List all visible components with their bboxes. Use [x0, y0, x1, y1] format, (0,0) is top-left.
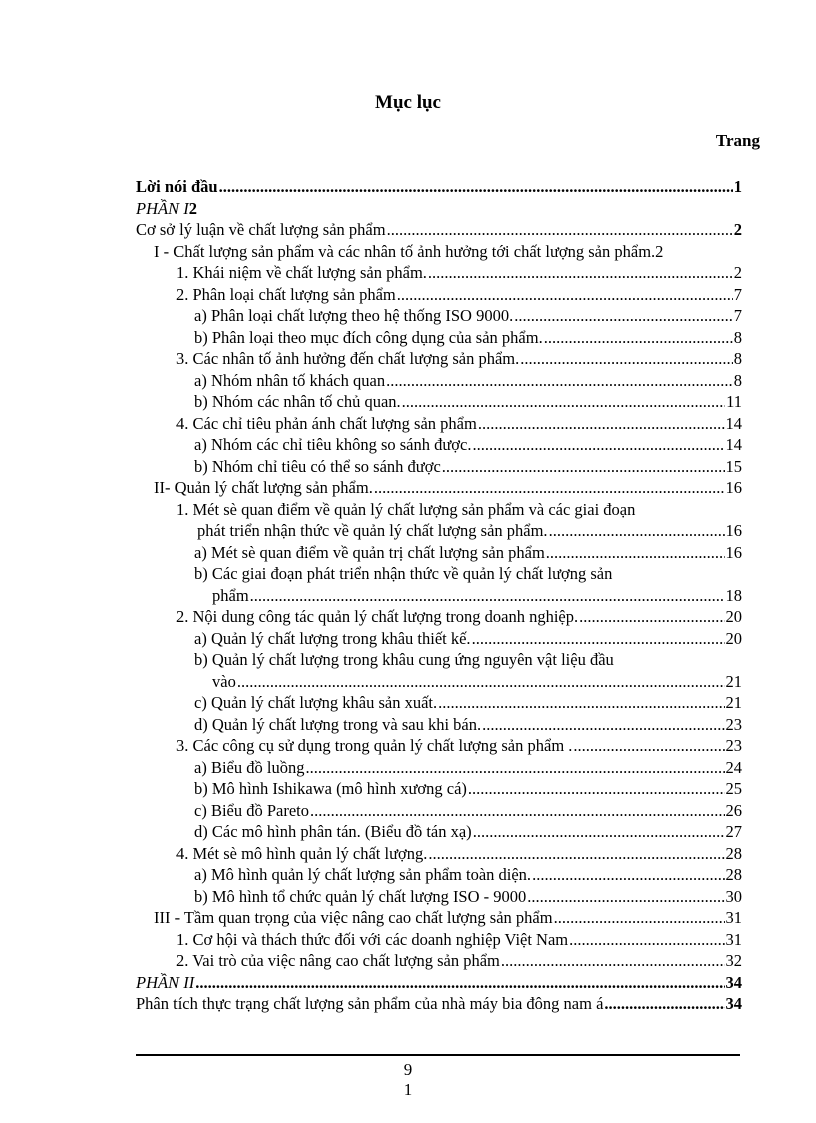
toc-entry-title: vào: [212, 671, 236, 691]
toc-page-number: 30: [725, 886, 742, 906]
toc-leader-dots: [546, 543, 725, 563]
toc-entry: [136, 691, 742, 713]
toc-entry-title: a) Nhóm các chỉ tiêu không so sánh được.: [194, 435, 472, 454]
footer-page-number-secondary: 1: [403, 1080, 413, 1099]
toc-entry: [136, 756, 742, 778]
toc-entry-title: b) Nhóm chỉ tiêu có thể so sánh được: [194, 456, 441, 476]
toc-entry-title: a) Phân loại chất lượng theo hệ thống ISO 9000.: [194, 306, 514, 325]
toc-page-number: 8: [733, 370, 742, 390]
toc-leader-dots: [473, 822, 725, 842]
toc-entry: [136, 541, 742, 563]
toc-entry-title: a) Mét sè quan điểm về quản trị chất lượng sản phẩm: [194, 542, 545, 562]
toc-entry: [136, 734, 742, 756]
toc-leader-dots: [195, 973, 724, 993]
toc-entry: [136, 842, 742, 864]
toc-entry: [136, 455, 742, 477]
toc-leader-dots: [305, 758, 724, 778]
toc-leader-dots: [579, 607, 724, 627]
toc-entry-title: phẩm: [212, 585, 249, 605]
footer-page-number: 9: [403, 1060, 413, 1079]
toc-leader-dots: [549, 521, 725, 541]
toc-page-number: 16: [725, 521, 742, 540]
toc-leader-dots: [250, 586, 725, 606]
toc-entry: [136, 283, 742, 305]
toc-entry: [136, 627, 742, 649]
toc-entry-title: b) Phân loại theo mục đích công dụng của sản phẩm.: [194, 327, 543, 347]
toc-page-number: 7: [733, 306, 742, 325]
toc-entry: [136, 476, 742, 498]
toc-page-number: 8: [733, 327, 742, 347]
toc-leader-dots: [569, 930, 724, 950]
toc-leader-dots: [438, 693, 724, 713]
toc-leader-dots: [397, 285, 733, 305]
toc-entry-title: 1. Khái niệm về chất lượng sản phẩm.: [176, 263, 427, 282]
toc-entry-title: Cơ sở lý luận về chất lượng sản phẩm: [136, 220, 386, 239]
toc-entry: [136, 390, 742, 412]
toc-leader-dots: [554, 908, 725, 928]
toc-entry-title: a) Biểu đồ luồng: [194, 757, 305, 777]
toc-page-number: 2: [733, 220, 742, 239]
toc-entry-title: a) Mô hình quản lý chất lượng sản phẩm toàn diện.: [194, 865, 532, 884]
page-column-header: Trang: [715, 131, 760, 150]
toc-leader-dots: [604, 994, 724, 1014]
toc-leader-dots: [386, 371, 733, 391]
toc-entry: [136, 605, 742, 627]
toc-page-number: 25: [725, 779, 742, 798]
toc-page-number: 23: [725, 714, 742, 734]
toc-leader-dots: [468, 779, 725, 799]
toc-page-number: 21: [725, 693, 742, 712]
toc-page-number: 8: [733, 349, 742, 368]
footer-divider: [136, 1054, 740, 1056]
toc-leader-dots: [520, 349, 732, 369]
toc-page-number: 1: [733, 177, 742, 196]
toc-leader-dots: [402, 392, 725, 412]
toc-entry: [136, 928, 742, 950]
toc-entry: [136, 949, 742, 971]
toc-leader-dots: [544, 328, 733, 348]
toc-entry-title: b) Nhóm các nhân tố chủ quan.: [194, 392, 401, 411]
toc-page-number: 16: [725, 478, 742, 497]
toc-page-number: 21: [725, 671, 742, 691]
toc-entry: [136, 261, 742, 283]
toc-page-number: 15: [725, 456, 742, 476]
toc-entry: [136, 713, 742, 735]
toc-entry-title: Phân tích thực trạng chất lượng sản phẩm của nhà máy bia đông nam á: [136, 994, 604, 1013]
toc-page-number: 31: [725, 929, 742, 949]
toc-page-number: 2: [655, 241, 664, 261]
toc-entry: [136, 971, 742, 993]
toc-leader-dots: [482, 715, 724, 735]
toc-entry-title: b) Mô hình Ishikawa (mô hình xương cá): [194, 779, 467, 798]
toc-entry: [136, 799, 742, 821]
toc-entry-title: a) Nhóm nhân tố khách quan: [194, 370, 386, 390]
toc-entry-title: PHẦN I: [136, 198, 189, 218]
toc-entry-title: 2. Vai trò của việc nâng cao chất lượng sản phẩm: [176, 951, 500, 970]
toc-leader-dots: [478, 414, 725, 434]
toc-entry: [136, 648, 742, 670]
toc-page-number: 34: [725, 972, 742, 992]
toc-entry-title: b) Mô hình tổ chức quản lý chất lượng ISO - 9000: [194, 886, 527, 906]
toc-entry: [136, 326, 742, 348]
toc-leader-dots: [428, 844, 724, 864]
toc-entry-title: 4. Các chỉ tiêu phản ánh chất lượng sản phẩm: [176, 413, 477, 433]
toc-page-number: 28: [725, 865, 742, 884]
toc-entry: [136, 197, 742, 219]
toc-page-number: 14: [725, 413, 742, 433]
toc-page-number: 2: [188, 198, 197, 218]
toc-page-number: 20: [725, 628, 742, 648]
toc-page-number: 18: [725, 585, 742, 605]
toc-entry: [136, 412, 742, 434]
toc-entry-title: I - Chất lượng sản phẩm và các nhân tố ảnh hưởng tới chất lượng sản phẩm.: [154, 241, 656, 261]
toc-entry-title: 1. Mét sè quan điểm về quản lý chất lượng sản phẩm và các giai đoạn: [176, 499, 636, 519]
toc-entry-title: b) Quản lý chất lượng trong khâu cung ứng nguyên vật liệu đầu: [194, 650, 614, 669]
toc-entry: [136, 906, 742, 928]
toc-entry-title: c) Biểu đồ Pareto: [194, 800, 310, 820]
toc-leader-dots: [527, 887, 724, 907]
toc-entry-title: 2. Nội dung công tác quản lý chất lượng trong doanh nghiệp.: [176, 607, 579, 626]
toc-page-number: 32: [725, 951, 742, 970]
toc-entry: [136, 433, 742, 455]
toc-entry-title: c) Quản lý chất lượng khâu sản xuất.: [194, 693, 438, 712]
toc-page-number: 24: [725, 757, 742, 777]
toc-page-number: 27: [725, 822, 742, 841]
toc-entry: [136, 498, 742, 520]
toc-entry-title: 1. Cơ hội và thách thức đối với các doanh nghiệp Việt Nam: [176, 929, 569, 949]
toc-entry: [136, 777, 742, 799]
toc-entry: [136, 519, 742, 541]
toc-entry: [136, 369, 742, 391]
toc-entry-title: phát triển nhận thức về quản lý chất lượng sản phẩm.: [197, 521, 548, 540]
toc-entry-title: II- Quản lý chất lượng sản phẩm.: [154, 478, 373, 497]
toc-page-number: 2: [733, 263, 742, 282]
toc-entry: [136, 175, 742, 197]
toc-page-number: 11: [726, 392, 742, 411]
toc-page-number: 14: [725, 435, 742, 454]
toc-entry: [136, 218, 742, 240]
toc-page-number: 31: [725, 908, 742, 927]
toc-entry-title: III - Tầm quan trọng của việc nâng cao chất lượng sản phẩm: [154, 908, 553, 927]
toc-entry: [136, 347, 742, 369]
toc-leader-dots: [219, 177, 733, 197]
toc-leader-dots: [501, 951, 725, 971]
toc-entry: [136, 240, 742, 262]
toc-entry-title: PHẦN II: [136, 972, 195, 992]
toc-leader-dots: [442, 457, 725, 477]
toc-entry: [136, 562, 742, 584]
toc-entry-title: b) Các giai đoạn phát triển nhận thức về quản lý chất lượng sản: [194, 564, 613, 583]
toc-leader-dots: [514, 306, 733, 326]
toc-page-number: 20: [725, 607, 742, 626]
page-title: Mục lục: [375, 92, 441, 113]
toc-leader-dots: [472, 435, 724, 455]
toc-page-number: 23: [725, 736, 742, 755]
toc-leader-dots: [472, 629, 725, 649]
toc-page-number: 16: [725, 542, 742, 562]
toc-leader-dots: [387, 220, 733, 240]
toc-page-number: 28: [725, 843, 742, 863]
toc-entry-title: 3. Các nhân tố ảnh hưởng đến chất lượng sản phẩm.: [176, 349, 520, 368]
toc-entry: [136, 584, 742, 606]
toc-entry-title: d) Quản lý chất lượng trong và sau khi bán.: [194, 714, 482, 734]
toc-leader-dots: [374, 478, 725, 498]
toc-entry: [136, 992, 742, 1014]
toc-leader-dots: [428, 263, 733, 283]
toc-entry: [136, 670, 742, 692]
toc-entry: [136, 820, 742, 842]
toc-page-number: 26: [725, 800, 742, 820]
toc-entry: [136, 304, 742, 326]
toc-entry: [136, 885, 742, 907]
toc-entry-title: 4. Mét sè mô hình quản lý chất lượng.: [176, 843, 428, 863]
toc-page-number: 7: [733, 284, 742, 304]
toc-leader-dots: [237, 672, 725, 692]
toc-entry: [136, 863, 742, 885]
toc-page-number: 34: [725, 994, 742, 1013]
toc-leader-dots: [532, 865, 724, 885]
toc-leader-dots: [310, 801, 724, 821]
toc-entry-title: 3. Các công cụ sử dụng trong quản lý chất lượng sản phẩm .: [176, 736, 573, 755]
toc-entry-title: d) Các mô hình phân tán. (Biểu đồ tán xạ): [194, 822, 472, 841]
toc-entry-title: Lời nói đầu: [136, 177, 218, 196]
toc-entry-title: 2. Phân loại chất lượng sản phẩm: [176, 284, 396, 304]
toc-entry-title: a) Quản lý chất lượng trong khâu thiết kế.: [194, 628, 471, 648]
toc-leader-dots: [573, 736, 724, 756]
